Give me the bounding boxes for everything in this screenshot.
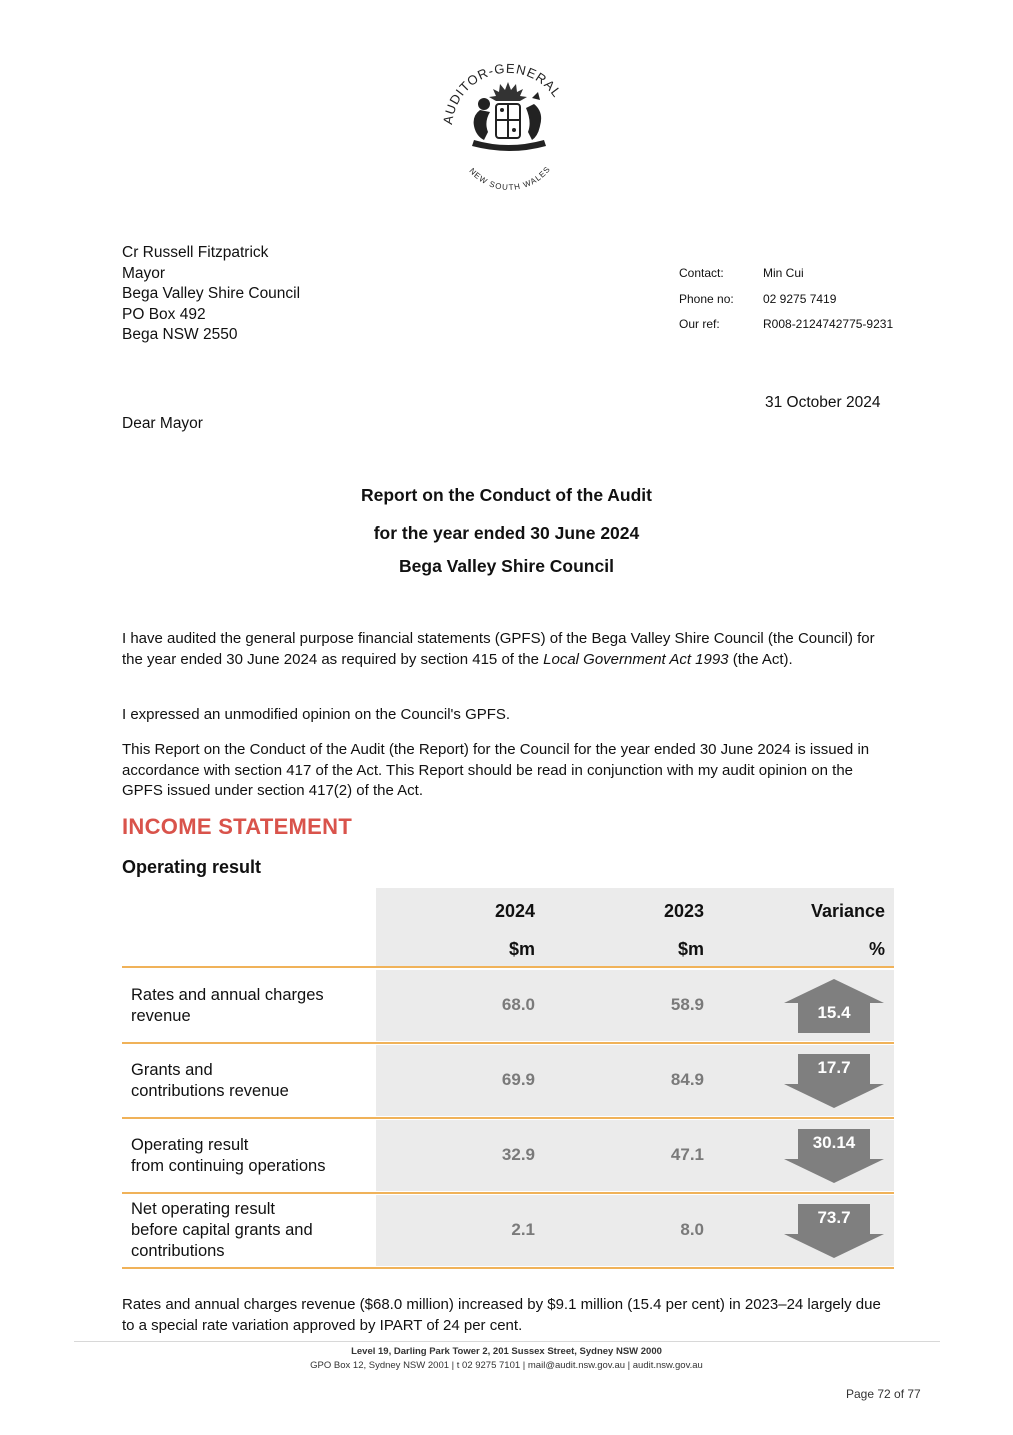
phone-label: Phone no:: [679, 291, 734, 306]
row-label-line: Grants and: [131, 1060, 213, 1079]
body-p1-text: I have audited the general purpose financial statements (GPFS) of the Bega Valley Shire Council (the Council) for the year ended 30 June 2024 as required by section 415 of the: [122, 630, 875, 668]
sub-heading: Operating result: [122, 857, 262, 877]
unit-variance: %: [868, 939, 885, 959]
seal-bottom-text: NEW SOUTH WALES: [467, 164, 553, 193]
ref-label: Our ref:: [679, 317, 720, 331]
value-2023: 8.0: [680, 1220, 704, 1239]
contact-label: Contact:: [679, 266, 724, 280]
footer-address: Level 19, Darling Park Tower 2, 201 Sussex Street, Sydney NSW 2000: [351, 1346, 662, 1357]
header-rule: [122, 966, 894, 968]
value-2024: 2.1: [511, 1220, 535, 1239]
recipient-po-box: PO Box 492: [122, 305, 206, 323]
recipient-name: Cr Russell Fitzpatrick: [122, 244, 269, 261]
variance-value: 30.14: [812, 1133, 856, 1152]
variance-value: 15.4: [817, 1003, 851, 1022]
letter-date: 31 October 2024: [765, 394, 881, 411]
report-title-line3: Bega Valley Shire Council: [399, 556, 614, 576]
row-rule: [122, 1267, 894, 1269]
recipient-organisation: Bega Valley Shire Council: [122, 285, 301, 302]
recipient-address-block: [122, 243, 300, 346]
report-title-line1: Report on the Conduct of the Audit: [361, 485, 652, 505]
page-number: Page 72 of 77: [846, 1387, 921, 1401]
contact-value: Min Cui: [763, 266, 804, 280]
row-label-line: Rates and annual charges: [131, 985, 324, 1004]
ref-value: R008-2124742775-9231: [763, 317, 894, 331]
value-2023: 58.9: [670, 995, 704, 1014]
body-paragraph-1: [122, 629, 897, 670]
row-rule: [122, 1192, 894, 1194]
row-label-line: revenue: [131, 1006, 191, 1025]
seal-top-text: AUDITOR-GENERAL: [440, 60, 565, 126]
col-header-variance: Variance: [810, 901, 885, 921]
body-paragraph-2: I expressed an unmodified opinion on the Council's GPFS.: [122, 706, 511, 723]
row-label-line: from continuing operations: [131, 1156, 326, 1175]
row-label: [131, 1135, 325, 1177]
variance-value: 17.7: [817, 1058, 851, 1077]
variance-value: 73.7: [817, 1208, 851, 1227]
unit-2024: $m: [508, 939, 535, 959]
unit-2023: $m: [677, 939, 704, 959]
closing-paragraph: Rates and annual charges revenue ($68.0 million) increased by $9.1 million (15.4 per cent) in 2023–24 largely due to a special rate variation approved by IPART of 24 per cent.: [122, 1296, 881, 1334]
section-heading: INCOME STATEMENT: [122, 814, 353, 839]
body-paragraph-3: This Report on the Conduct of the Audit (the Report) for the Council for the year ended 30 June 2024 is issued in accordance with section 417 of the Act. This Report should be read in conjunction with my audit opinion on the GPFS issued under section 417(2) of the Act.: [122, 741, 870, 799]
row-label: [131, 1060, 289, 1102]
svg-text:NEW SOUTH WALES: [467, 164, 552, 192]
row-label-line: contributions: [131, 1242, 225, 1260]
row-label-line: before capital grants and: [131, 1221, 313, 1239]
value-2024: 32.9: [501, 1145, 535, 1164]
auditor-general-seal-logo: [432, 52, 582, 202]
recipient-locality: Bega NSW 2550: [122, 326, 238, 343]
value-2024: 69.9: [501, 1070, 535, 1089]
act-title: Local Government Act 1993: [543, 650, 729, 668]
row-label-line: contributions revenue: [131, 1081, 289, 1100]
row-label: [131, 1199, 313, 1262]
row-rule: [122, 1117, 894, 1119]
report-title-line2: for the year ended 30 June 2024: [373, 523, 640, 543]
row-label-line: Operating result: [131, 1135, 249, 1154]
recipient-position: Mayor: [122, 264, 166, 282]
value-2023: 47.1: [670, 1145, 704, 1164]
contact-details: [679, 261, 893, 338]
value-2023: 84.9: [670, 1070, 704, 1089]
body-p1-suffix: (the Act).: [728, 650, 793, 668]
coat-of-arms-icon: [472, 82, 546, 151]
phone-value: 02 9275 7419: [763, 291, 837, 306]
operating-result-table: [122, 888, 894, 1272]
col-header-2024: 2024: [494, 901, 535, 921]
footer-contact: GPO Box 12, Sydney NSW 2001 | t 02 9275 7101 | mail@audit.nsw.gov.au | audit.nsw.gov.au: [310, 1360, 703, 1371]
row-rule: [122, 1042, 894, 1044]
footer-divider: [74, 1341, 940, 1342]
row-label: [131, 985, 324, 1027]
row-label-line: Net operating result: [131, 1200, 275, 1218]
value-2024: 68.0: [501, 995, 535, 1014]
salutation: Dear Mayor: [122, 415, 203, 432]
col-header-2023: 2023: [663, 901, 704, 921]
